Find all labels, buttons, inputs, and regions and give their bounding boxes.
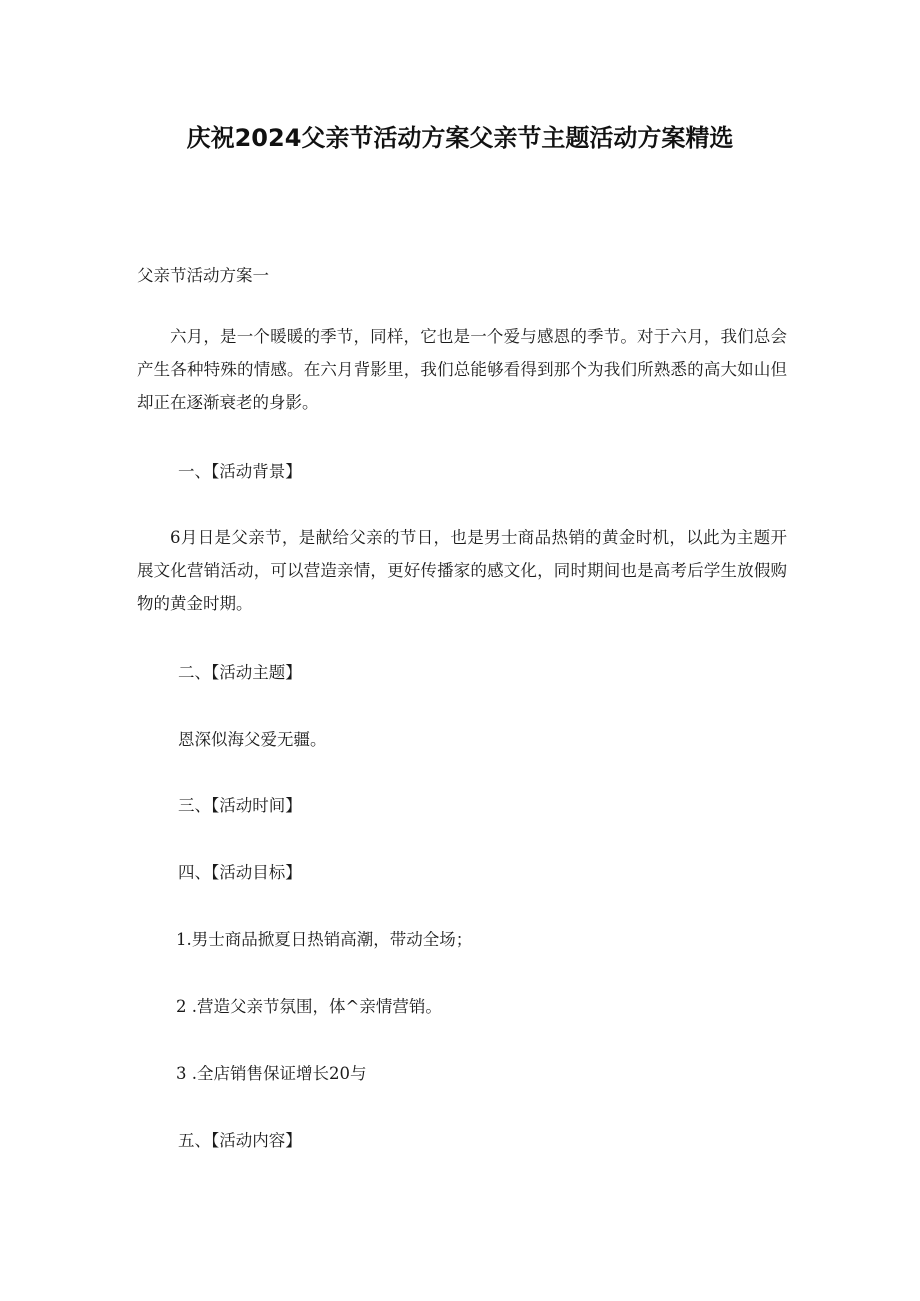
section-heading-theme: 二、【活动主题】 — [178, 663, 302, 682]
intro-paragraph: 六月，是一个暖暖的季节，同样，它也是一个爱与感恩的季节。对于六月，我们总会产生各种特殊的情感。在六月背影里，我们总能够看得到那个为我们所熟悉的高大如山但却正在逐渐衰老的身影。 — [137, 327, 787, 412]
section-heading-time: 三、【活动时间】 — [178, 796, 302, 815]
section-heading-content: 五、【活动内容】 — [178, 1131, 302, 1150]
goal-item-2: 2 .营造父亲节氛围，体^亲情营销。 — [176, 997, 442, 1016]
section-heading-background: 一、【活动背景】 — [178, 462, 302, 481]
goal-item-1: 1.男士商品掀夏日热销高潮，带动全场； — [176, 930, 473, 949]
background-paragraph: 6月日是父亲节，是献给父亲的节日，也是男士商品热销的黄金时机，以此为主题开展文化营销活动，可以营造亲情，更好传播家的感文化，同时期间也是高考后学生放假购物的黄金时期。 — [137, 528, 787, 613]
plan-subtitle: 父亲节活动方案一 — [137, 266, 269, 285]
document-title: 庆祝2024父亲节活动方案父亲节主题活动方案精选 — [186, 124, 734, 152]
goal-item-3: 3 .全店销售保证增长20与 — [176, 1064, 367, 1083]
theme-text: 恩深似海父爱无疆。 — [178, 730, 327, 749]
section-heading-goals: 四、【活动目标】 — [178, 863, 302, 882]
